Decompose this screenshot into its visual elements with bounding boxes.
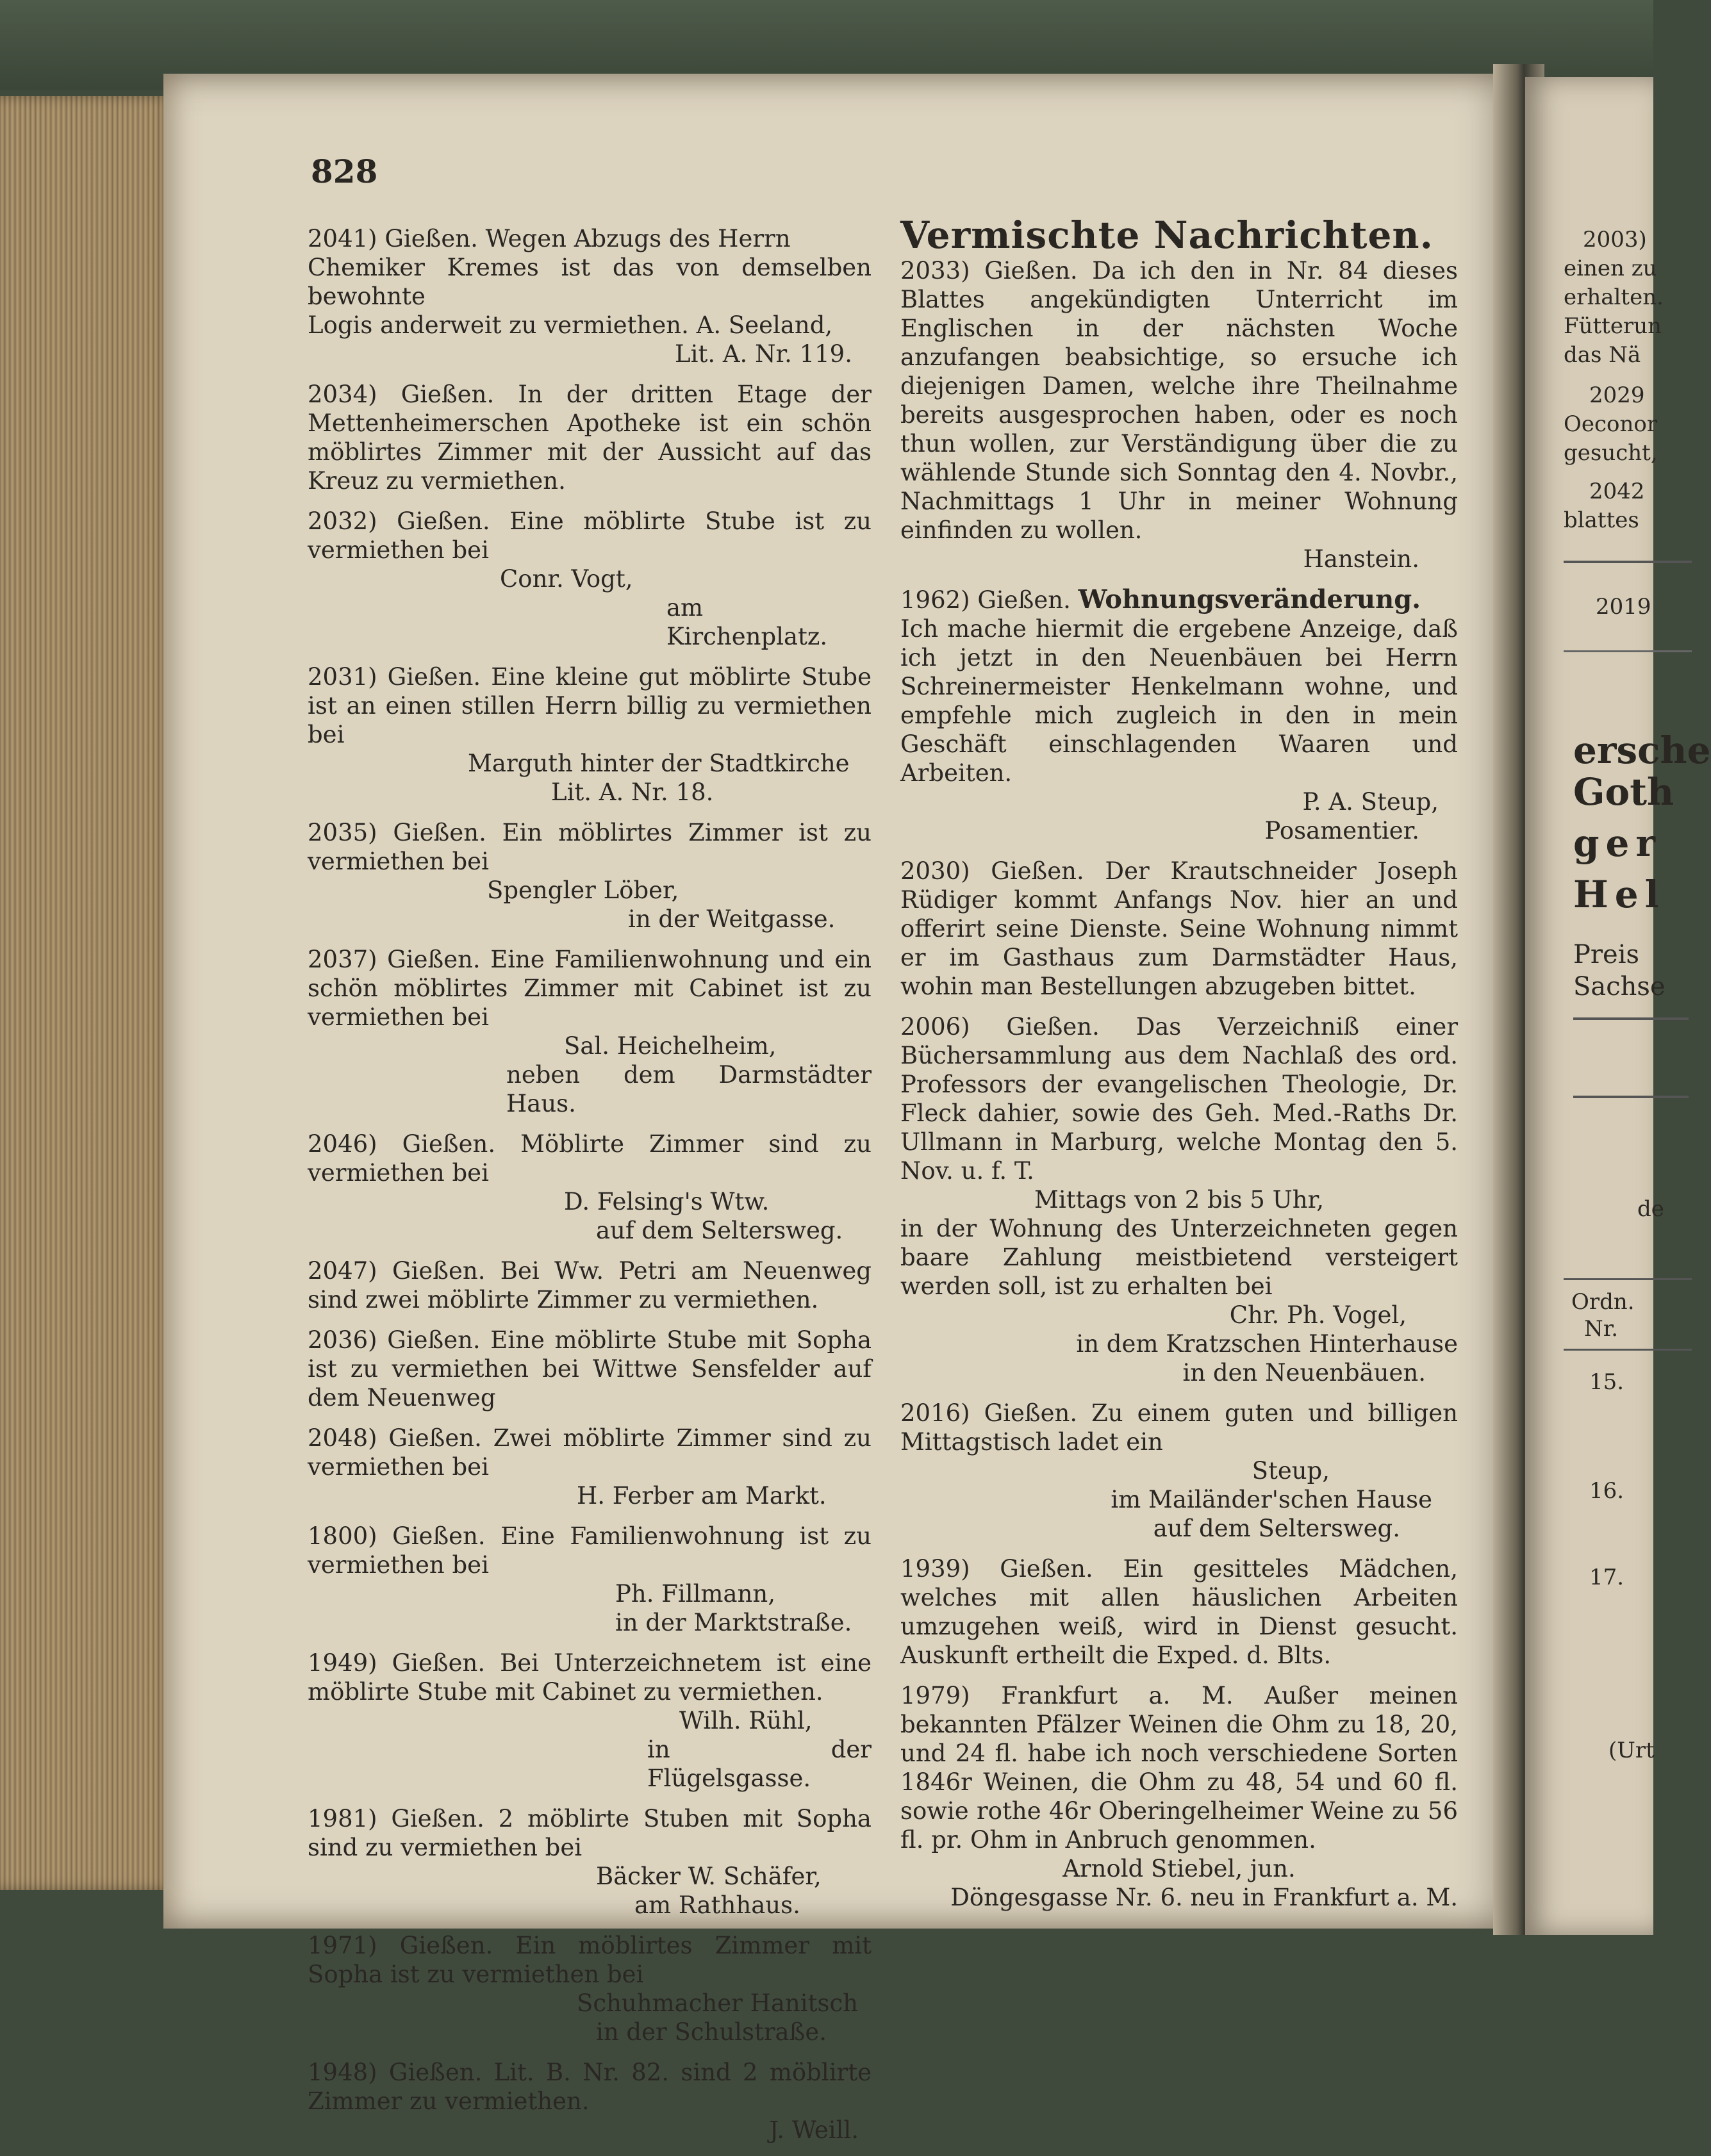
frag-big: Goth	[1573, 770, 1674, 814]
frag-line: blattes	[1564, 507, 1639, 533]
frag-big: Hel	[1573, 873, 1666, 916]
ad-1971-addr: in der Schulstraße.	[596, 2018, 827, 2046]
ad-2046-name: D. Felsing's Wtw.	[564, 1188, 770, 1215]
frag-big: ger	[1573, 821, 1662, 865]
frag-misc: 15.	[1589, 1369, 1624, 1395]
notice-2033-name: Hanstein.	[1303, 545, 1419, 573]
section-heading: Vermischte Nachrichten.	[900, 213, 1434, 257]
frag-rule	[1573, 1096, 1689, 1098]
frag-misc: 16.	[1589, 1478, 1624, 1504]
frag-line: das Nä	[1564, 342, 1641, 368]
frag-rule	[1564, 1278, 1692, 1280]
notice-1962-name: P. A. Steup,	[1302, 788, 1439, 816]
frag-misc: de	[1637, 1196, 1664, 1222]
ad-1949-name: Wilh. Rühl,	[679, 1707, 813, 1734]
ad-1800: 1800) Gießen. Eine Familienwohnung ist zu vermiethen bei	[308, 1522, 872, 1579]
ad-1948: 1948) Gießen. Lit. B. Nr. 82. sind 2 möblirte Zimmer zu vermiethen.	[308, 2059, 872, 2115]
notice-1962-addr: Posamentier.	[1264, 817, 1419, 844]
frag-line: gesucht,	[1564, 440, 1658, 466]
notice-2030: 2030) Gießen. Der Krautschneider Joseph Rüdiger kommt Anfangs Nov. hier an und offerirt seine Dienste. Seine Wohnung nimmt er im Gasthaus zum Darmstädter Haus, wohin man Bestellungen abzugeben bittet.	[900, 857, 1458, 1000]
ad-1981-name: Bäcker W. Schäfer,	[596, 1863, 822, 1890]
notice-2006-time: Mittags von 2 bis 5 Uhr,	[1034, 1186, 1324, 1214]
frag-small: Preis	[1573, 940, 1640, 969]
ad-1949: 1949) Gießen. Bei Unterzeichnetem ist eine möblirte Stube mit Cabinet zu vermiethen.	[308, 1649, 872, 1706]
ad-1981-addr: am Rathhaus.	[634, 1891, 800, 1919]
page-number: 828	[311, 152, 378, 190]
ad-1800-addr: in der Marktstraße.	[615, 1609, 852, 1636]
notice-1979-addr: Döngesgasse Nr. 6. neu in Frankfurt a. M.	[950, 1884, 1458, 1911]
ad-1949-addr: in der Flügelsgasse.	[647, 1736, 872, 1792]
frag-rule	[1564, 1349, 1692, 1351]
notice-1962-lead: 1962) Gießen.	[900, 586, 1071, 614]
notice-2006-name: Chr. Ph. Vogel,	[1229, 1301, 1407, 1329]
frag-line: 2042	[1589, 479, 1645, 504]
notice-1962-body: Ich mache hiermit die ergebene Anzeige, daß ich jetzt in den Neuenbäuen bei Herrn Schreinermeister Henkelmann wohne, und empfehle mich zugleich in den in mein Geschäft einschlagenden Waaren und Arbeiten.	[900, 615, 1458, 787]
ad-2041-address: Lit. A. Nr. 119.	[675, 340, 852, 368]
frag-small: Sachse	[1573, 972, 1666, 1001]
frag-line: erhalten.	[1564, 284, 1664, 310]
notice-1979: 1979) Frankfurt a. M. Außer meinen bekannten Pfälzer Weinen die Ohm zu 18, 20, und 24 fl. habe ich noch verschiedene Sorten 1846r Weinen, die Ohm zu 48, 54 und 60 fl. sowie rothe 46r Oberingelheimer Weine zu 56 fl. pr. Ohm in Anbruch genommen.	[900, 1682, 1458, 1854]
frag-misc: (Urt	[1608, 1738, 1655, 1763]
ad-2032: 2032) Gießen. Eine möblirte Stube ist zu vermiethen bei	[308, 507, 872, 564]
frag-rule	[1573, 1017, 1689, 1020]
page-edges	[0, 96, 173, 1890]
ad-2032-name: Conr. Vogt,	[500, 565, 633, 593]
notice-2016-addr2: auf dem Seltersweg.	[1153, 1515, 1400, 1542]
notice-2006: 2006) Gießen. Das Verzeichniß einer Büchersammlung aus dem Nachlaß des ord. Professors der evangelischen Theologie, Dr. Fleck dahier, sowie des Geh. Med.-Raths Dr. Ullmann in Marburg, welche Montag den 5. Nov. u. f. T.	[900, 1013, 1458, 1185]
frag-line: Oeconor	[1564, 411, 1658, 437]
notice-2016-name: Steup,	[1252, 1457, 1330, 1485]
ad-1971-name: Schuhmacher Hanitsch	[577, 1989, 858, 2017]
ad-2037-addr: neben dem Darmstädter Haus.	[506, 1061, 872, 1117]
notice-2016-addr1: im Mailänder'schen Hause	[1111, 1486, 1432, 1513]
notice-1939: 1939) Gießen. Ein gesitteles Mädchen, welches mit allen häuslichen Arbeiten umzugehen weiß, wird in Dienst gesucht. Auskunft ertheilt die Exped. d. Blts.	[900, 1555, 1458, 1669]
ad-2046-addr: auf dem Seltersweg.	[596, 1217, 843, 1244]
ad-2037-name: Sal. Heichelheim,	[564, 1032, 777, 1060]
notice-2006-addr2: in den Neuenbäuen.	[1182, 1359, 1426, 1387]
ad-2031-name: Marguth hinter der Stadtkirche	[468, 750, 850, 777]
ad-2034: 2034) Gießen. In der dritten Etage der Mettenheimerschen Apotheke ist ein schön möblirtes Zimmer mit der Aussicht auf das Kreuz zu vermiethen.	[308, 381, 872, 495]
ad-2037: 2037) Gießen. Eine Familienwohnung und ein schön möblirtes Zimmer mit Cabinet ist zu vermiethen bei	[308, 946, 872, 1031]
ad-2031-addr: Lit. A. Nr. 18.	[551, 778, 714, 806]
frag-misc: Nr.	[1584, 1316, 1619, 1342]
notice-1962-title: Wohnungsveränderung.	[1078, 584, 1421, 614]
ad-1800-name: Ph. Fillmann,	[615, 1580, 775, 1608]
notice-2016: 2016) Gießen. Zu einem guten und billigen Mittagstisch ladet ein	[900, 1399, 1458, 1456]
frag-rule	[1564, 561, 1692, 563]
frag-line: 2029	[1589, 383, 1645, 408]
notice-2006-body2: in der Wohnung des Unterzeichneten gegen baare Zahlung meistbietend versteigert werden soll, ist zu erhalten bei	[900, 1215, 1458, 1300]
ad-2036: 2036) Gießen. Eine möblirte Stube mit Sopha ist zu vermiethen bei Wittwe Sensfelder auf dem Neuenweg	[308, 1326, 872, 1411]
ad-2035: 2035) Gießen. Ein möblirtes Zimmer ist zu vermiethen bei	[308, 819, 872, 875]
frag-misc: Ordn.	[1571, 1289, 1635, 1315]
ad-2048: 2048) Gießen. Zwei möblirte Zimmer sind zu vermiethen bei	[308, 1424, 872, 1481]
notice-2033: 2033) Gießen. Da ich den in Nr. 84 dieses Blattes angekündigten Unterricht im Englischen in der nächsten Woche anzufangen beabsichtige, so ersuche ich diejenigen Damen, welche ihre Theilnahme bereits ausgesprochen haben, oder es noch thun wollen, zur Verständigung über die zu wählende Stunde sich Sonntag den 4. Novbr., Nachmittags 1 Uhr in meiner Wohnung einfinden zu wollen.	[900, 257, 1458, 544]
notice-1979-name: Arnold Stiebel, jun.	[1062, 1855, 1296, 1882]
notice-1962	[900, 585, 1458, 614]
frag-line: Fütterun	[1564, 313, 1662, 339]
ad-2048-name: H. Ferber am Markt.	[577, 1482, 827, 1510]
frag-line: 2003)	[1583, 227, 1647, 252]
ad-2047: 2047) Gießen. Bei Ww. Petri am Neuenweg sind zwei möblirte Zimmer zu vermiethen.	[308, 1257, 872, 1313]
adjacent-page	[1525, 77, 1711, 1935]
ad-1948-name: J. Weill.	[769, 2116, 859, 2144]
frag-line: einen zu	[1564, 256, 1657, 281]
ad-1981: 1981) Gießen. 2 möblirte Stuben mit Sopha sind zu vermiethen bei	[308, 1805, 872, 1861]
ad-1971: 1971) Gießen. Ein möblirtes Zimmer mit Sopha ist zu vermiethen bei	[308, 1932, 872, 1988]
frag-big: ersche	[1573, 728, 1711, 772]
ad-2041: 2041) Gießen. Wegen Abzugs des Herrn Chemiker Kremes ist das von demselben bewohnte Logis anderweit zu vermiethen. A. Seeland,	[308, 225, 872, 339]
frag-misc: 17.	[1589, 1565, 1624, 1590]
right-column	[900, 213, 1458, 1923]
frag-rule	[1564, 650, 1692, 652]
left-column	[308, 224, 872, 2156]
frag-line: 2019	[1596, 594, 1651, 620]
ad-2035-name: Spengler Löber,	[487, 876, 679, 904]
ad-2032-addr: am Kirchenplatz.	[666, 594, 828, 650]
ad-2031: 2031) Gießen. Eine kleine gut möblirte Stube ist an einen stillen Herrn billig zu vermiethen bei	[308, 663, 872, 748]
notice-2006-addr1: in dem Kratzschen Hinterhause	[1076, 1330, 1458, 1358]
ad-2035-addr: in der Weitgasse.	[628, 905, 836, 933]
ad-2046: 2046) Gießen. Möblirte Zimmer sind zu vermiethen bei	[308, 1130, 872, 1187]
